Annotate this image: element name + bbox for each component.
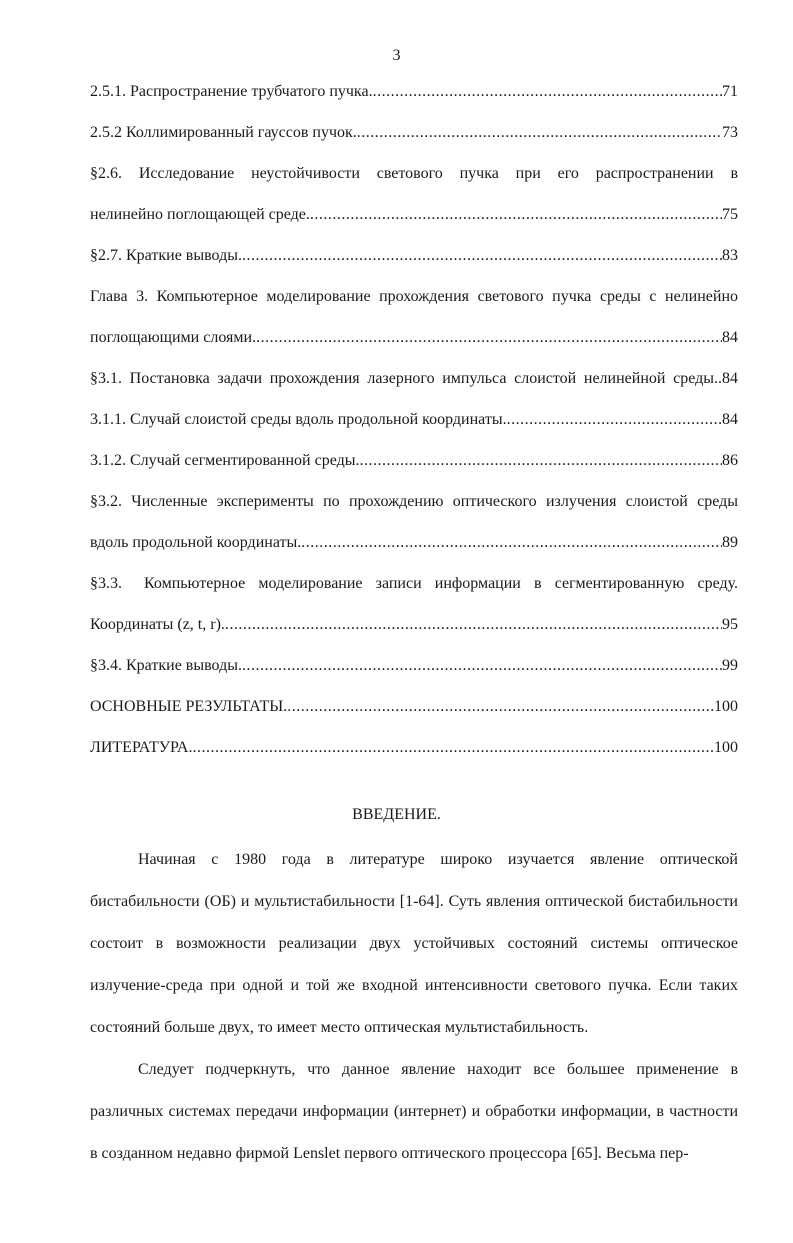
- toc-entry-3-3-line1[interactable]: [90, 574, 738, 594]
- toc-entry-page: 95: [722, 616, 738, 633]
- toc-entry-page: 100: [714, 739, 738, 756]
- paragraph: Следует подчеркнуть, что данное явление находит все большее применение в различных системах передачи информации (интернет) и обработки информации, в частности в созданном недавно фирмой Lenslet первого оптического процессора [65]. Весьма пер-: [90, 1061, 738, 1162]
- toc-leader-dots: [301, 533, 722, 553]
- toc-entry-3-1-1[interactable]: [90, 410, 738, 430]
- toc-entry-page: 83: [722, 247, 738, 264]
- toc-entry-2-5-2[interactable]: [90, 123, 738, 143]
- toc-leader-dots: [507, 410, 722, 430]
- toc-leader-dots: [359, 451, 722, 471]
- toc-entry-chapter-3-line2[interactable]: [90, 328, 738, 348]
- toc-entry-page: 73: [722, 124, 738, 141]
- toc-leader-dots: [373, 82, 722, 102]
- toc-entry-title: поглощающими слоями.: [90, 329, 257, 346]
- toc-entry-page: 84: [722, 411, 738, 428]
- toc-entry-title: 2.5.2 Коллимированный гауссов пучок.: [90, 124, 357, 141]
- toc-entry-title: 2.5.1. Распространение трубчатого пучка.: [90, 83, 373, 100]
- toc-leader-dots: [310, 205, 722, 225]
- toc-entry-title: §3.4. Краткие выводы.: [90, 657, 242, 674]
- toc-entry-3-2-line2[interactable]: [90, 533, 738, 553]
- toc-entry-title: §2.7. Краткие выводы.: [90, 247, 242, 264]
- toc-entry-2-6-line1[interactable]: §2.6. Исследование неустойчивости светового пучка при его распространении в: [90, 165, 738, 182]
- toc-entry-title: Компьютерное моделирование записи информации в сегментированную среду.: [144, 575, 738, 592]
- toc-entry-page: 86: [722, 452, 738, 469]
- toc-entry-main-results[interactable]: [90, 697, 738, 717]
- toc-leader-dots: [242, 246, 722, 266]
- toc-entry-literature[interactable]: [90, 738, 738, 758]
- toc-leader-dots: [287, 697, 714, 717]
- toc-entry-page: 71: [722, 83, 738, 100]
- toc-entry-title: ОСНОВНЫЕ РЕЗУЛЬТАТЫ.: [90, 698, 288, 715]
- toc-entry-3-1-2[interactable]: [90, 451, 738, 471]
- toc-entry-chapter-3-line1[interactable]: Глава 3. Компьютерное моделирование прохождения светового пучка среды с нелинейно: [90, 288, 738, 305]
- toc-entry-2-6-line2[interactable]: [90, 205, 738, 225]
- toc-entry-number: §3.3.: [90, 575, 122, 592]
- toc-entry-title: 3.1.2. Случай сегментированной среды.: [90, 452, 360, 469]
- section-title: ВВЕДЕНИЕ.: [352, 806, 441, 823]
- toc-entry-page: 99: [722, 657, 738, 674]
- body-text: [90, 839, 738, 1175]
- toc-leader-dots: [256, 328, 722, 348]
- toc-entry-title: нелинейно поглощающей среде.: [90, 206, 310, 223]
- toc-entry-page: 75: [722, 206, 738, 223]
- toc-entry-2-5-1[interactable]: [90, 82, 738, 102]
- toc-entry-title: 3.1.1. Случай слоистой среды вдоль продольной координаты.: [90, 411, 507, 428]
- toc-entry-title: Координаты (z, t, r).: [90, 616, 225, 633]
- toc-entry-3-2-line1[interactable]: §3.2. Численные эксперименты по прохождению оптического излучения слоистой среды: [90, 493, 738, 510]
- page-number: 3: [392, 47, 401, 64]
- toc-entry-title: ЛИТЕРАТУРА.: [90, 739, 193, 756]
- toc-entry-page: 100: [714, 698, 738, 715]
- paragraph: Начиная с 1980 года в литературе широко изучается явление оптической бистабильности (ОБ) и мультистабильности [1-64]. Суть явления оптической бистабильности состоит в возможности реализации двух устойчивых состояний системы оптическое излучение-среда при одной и той же входной интенсивности светового пучка. Если таких состояний больше двух, то имеет место оптическая мультистабильность.: [90, 851, 738, 1036]
- toc-leader-dots: [242, 656, 722, 676]
- toc-leader-dots: [225, 615, 722, 635]
- toc-entry-title: вдоль продольной координаты.: [90, 534, 302, 551]
- toc-entry-2-7[interactable]: [90, 246, 738, 266]
- toc-entry-3-3-line2[interactable]: [90, 615, 738, 635]
- toc-leader-dots: [357, 123, 722, 143]
- toc-entry-3-1[interactable]: §3.1. Постановка задачи прохождения лазерного импульса слоистой нелинейной среды..84: [90, 370, 738, 387]
- toc-leader-dots: [192, 738, 714, 758]
- toc-entry-page: 89: [722, 534, 738, 551]
- toc-entry-page: 84: [722, 329, 738, 346]
- toc-entry-3-4[interactable]: [90, 656, 738, 676]
